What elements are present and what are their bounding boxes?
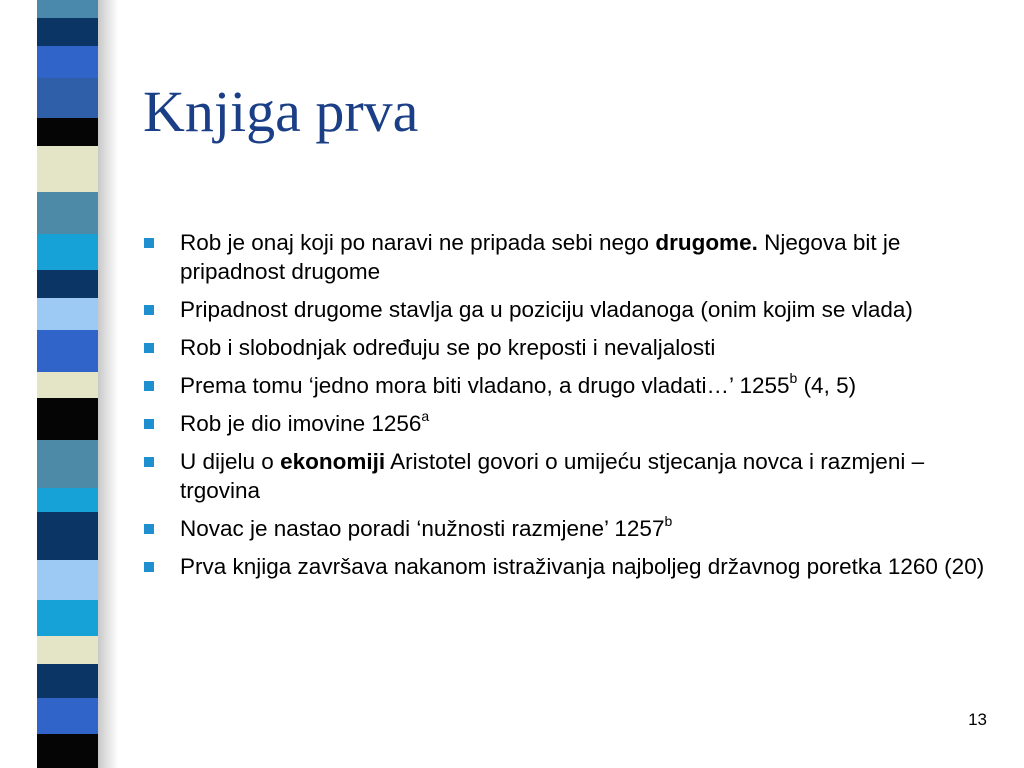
slide-title: Knjiga prva bbox=[143, 79, 419, 144]
square-bullet-icon bbox=[144, 419, 154, 429]
bullet-item bbox=[142, 333, 1004, 362]
square-bullet-icon bbox=[144, 343, 154, 353]
square-bullet-icon bbox=[144, 305, 154, 315]
stripe-bar bbox=[37, 0, 98, 768]
square-bullet-icon bbox=[144, 562, 154, 572]
bullet-item bbox=[142, 295, 1004, 324]
page-number: 13 bbox=[968, 710, 987, 729]
stripe-shadow bbox=[98, 0, 118, 768]
bullet-text: Prema tomu ‘jedno mora biti vladano, a drugo vladati…’ 1255 bbox=[180, 373, 790, 398]
bullet-text: Prva knjiga završava nakanom istraživanja najboljeg državnog poretka 1260 (20) bbox=[180, 554, 985, 579]
bullet-item bbox=[142, 514, 1004, 543]
bullet-text: Novac je nastao poradi ‘nužnosti razmjene’ 1257 bbox=[180, 516, 665, 541]
citation-superscript: b bbox=[664, 512, 673, 529]
bullet-text: Rob je dio imovine 1256 bbox=[180, 411, 422, 436]
bullet-item bbox=[142, 552, 1004, 581]
bullet-item bbox=[142, 409, 1004, 438]
bullet-text: (4, 5) bbox=[797, 373, 857, 398]
bullet-text: Rob i slobodnjak određuju se po kreposti i nevaljalosti bbox=[180, 335, 716, 360]
bullet-bold-text: ekonomiji bbox=[280, 449, 386, 474]
citation-superscript: b bbox=[789, 369, 798, 386]
square-bullet-icon bbox=[144, 524, 154, 534]
bullet-list bbox=[142, 228, 1004, 590]
bullet-item bbox=[142, 371, 1004, 400]
bullet-text: Aristotel govori o umijeću stjecanja novca i razmjeni – trgovina bbox=[180, 449, 925, 503]
bullet-text: Njegova bit je pripadnost drugome bbox=[180, 230, 901, 284]
decorative-stripe-border bbox=[0, 0, 118, 768]
square-bullet-icon bbox=[144, 457, 154, 467]
bullet-text: Rob je onaj koji po naravi ne pripada sebi nego bbox=[180, 230, 656, 255]
bullet-item bbox=[142, 447, 1004, 505]
citation-superscript: a bbox=[421, 407, 430, 424]
square-bullet-icon bbox=[144, 238, 154, 248]
bullet-item bbox=[142, 228, 1004, 286]
square-bullet-icon bbox=[144, 381, 154, 391]
bullet-text: U dijelu o bbox=[180, 449, 281, 474]
bullet-bold-text: drugome. bbox=[655, 230, 758, 255]
bullet-text: Pripadnost drugome stavlja ga u poziciju vladanoga (onim kojim se vlada) bbox=[180, 297, 913, 322]
